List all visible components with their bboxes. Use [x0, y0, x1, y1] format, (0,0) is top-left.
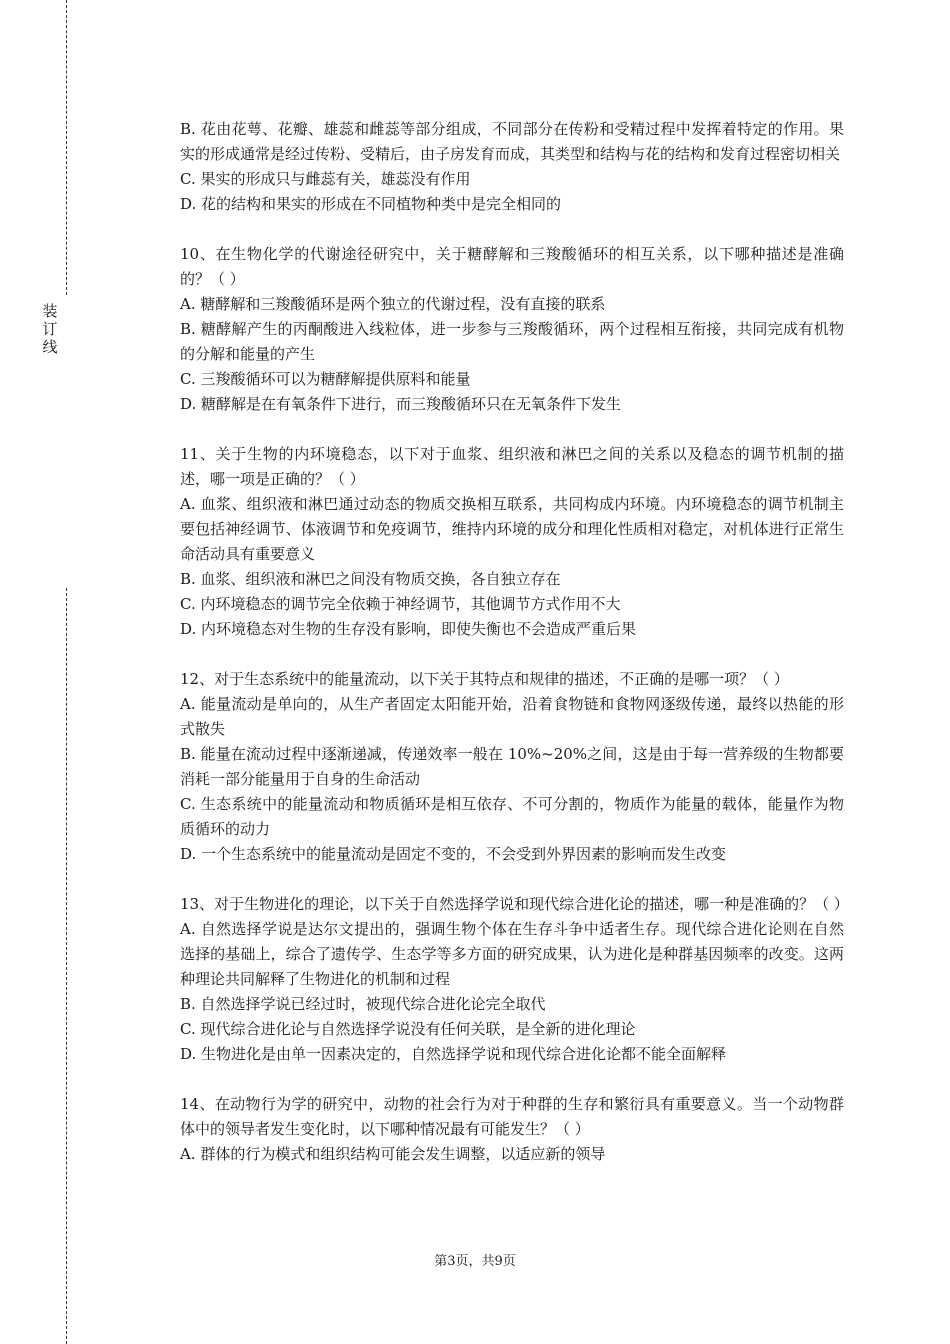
question-stem: 13、对于生物进化的理论，以下关于自然选择学说和现代综合进化论的描述，哪一种是准确的？（ ） — [180, 895, 849, 913]
question-stem: 14、在动物行为学的研究中，动物的社会行为对于种群的生存和繁衍具有重要意义。当一个动物群体中的领导者发生变化时，以下哪种情况最有可能发生？（ ） — [180, 1095, 844, 1138]
option-c: C. 现代综合进化论与自然选择学说没有任何关联，是全新的进化理论 — [180, 1020, 636, 1038]
option-c: C. 果实的形成只与雌蕊有关，雄蕊没有作用 — [180, 170, 471, 188]
option-d: D. 花的结构和果实的形成在不同植物种类中是完全相同的 — [180, 195, 562, 213]
question-13 — [180, 892, 849, 1067]
option-a: A. 能量流动是单向的，从生产者固定太阳能开始，沿着食物链和食物网逐级传递，最终以热能的形式散失 — [180, 695, 844, 738]
question-stem: 12、对于生态系统中的能量流动，以下关于其特点和规律的描述，不正确的是哪一项？（ ） — [180, 670, 789, 688]
option-c: C. 内环境稳态的调节完全依赖于神经调节，其他调节方式作用不大 — [180, 595, 621, 613]
option-a: A. 群体的行为模式和组织结构可能会发生调整，以适应新的领导 — [180, 1145, 606, 1163]
binding-char: 线 — [42, 338, 58, 356]
binding-line-bottom — [66, 588, 67, 1344]
option-a: A. 血浆、组织液和淋巴通过动态的物质交换相互联系，共同构成内环境。内环境稳态的调节机制主要包括神经调节、体液调节和免疫调节，维持内环境的成分和理化性质相对稳定，对机体进行正常生命活动具有重要意义 — [180, 495, 844, 563]
binding-char: 装 — [42, 302, 58, 320]
option-d: D. 一个生态系统中的能量流动是固定不变的，不会受到外界因素的影响而发生改变 — [180, 845, 727, 863]
question-10 — [180, 242, 844, 417]
option-b: B. 自然选择学说已经过时，被现代综合进化论完全取代 — [180, 995, 546, 1013]
binding-char: 订 — [42, 320, 58, 338]
option-b: B. 糖酵解产生的丙酮酸进入线粒体，进一步参与三羧酸循环，两个过程相互衔接，共同完成有机物的分解和能量的产生 — [180, 320, 844, 363]
question-11 — [180, 442, 844, 642]
option-a: A. 糖酵解和三羧酸循环是两个独立的代谢过程，没有直接的联系 — [180, 295, 606, 313]
option-d: D. 生物进化是由单一因素决定的，自然选择学说和现代综合进化论都不能全面解释 — [180, 1045, 727, 1063]
question-14 — [180, 1092, 844, 1167]
option-a: A. 自然选择学说是达尔文提出的，强调生物个体在生存斗争中适者生存。现代综合进化论则在自然选择的基础上，综合了遗传学、生态学等多方面的研究成果，认为进化是种群基因频率的改变。这两种理论共同解释了生物进化的机制和过程 — [180, 920, 844, 988]
binding-line-top — [66, 0, 67, 295]
option-b: B. 花由花萼、花瓣、雄蕊和雌蕊等部分组成，不同部分在传粉和受精过程中发挥着特定的作用。果实的形成通常是经过传粉、受精后，由子房发育而成，其类型和结构与花的结构和发育过程密切相关 — [180, 120, 844, 163]
page-footer: 第3页，共9页 — [434, 1254, 516, 1269]
option-b: B. 血浆、组织液和淋巴之间没有物质交换，各自独立存在 — [180, 570, 561, 588]
question-12 — [180, 667, 844, 867]
page-content — [180, 117, 849, 1167]
question-stem: 11、关于生物的内环境稳态，以下对于血浆、组织液和淋巴之间的关系以及稳态的调节机制的描述，哪一项是正确的？（ ） — [180, 445, 844, 488]
option-d: D. 内环境稳态对生物的生存没有影响，即使失衡也不会造成严重后果 — [180, 620, 637, 638]
option-b: B. 能量在流动过程中逐渐递减，传递效率一般在 10%~20%之间，这是由于每一营养级的生物都要消耗一部分能量用于自身的生命活动 — [180, 745, 844, 788]
option-d: D. 糖酵解是在有氧条件下进行，而三羧酸循环只在无氧条件下发生 — [180, 395, 622, 413]
binding-label — [40, 302, 60, 356]
option-c: C. 生态系统中的能量流动和物质循环是相互依存、不可分割的，物质作为能量的载体，能量作为物质循环的动力 — [180, 795, 844, 838]
question-stem: 10、在生物化学的代谢途径研究中，关于糖酵解和三羧酸循环的相互关系，以下哪种描述是准确的？（ ） — [180, 245, 844, 288]
option-c: C. 三羧酸循环可以为糖酵解提供原料和能量 — [180, 370, 471, 388]
carry-over-options — [180, 117, 844, 217]
